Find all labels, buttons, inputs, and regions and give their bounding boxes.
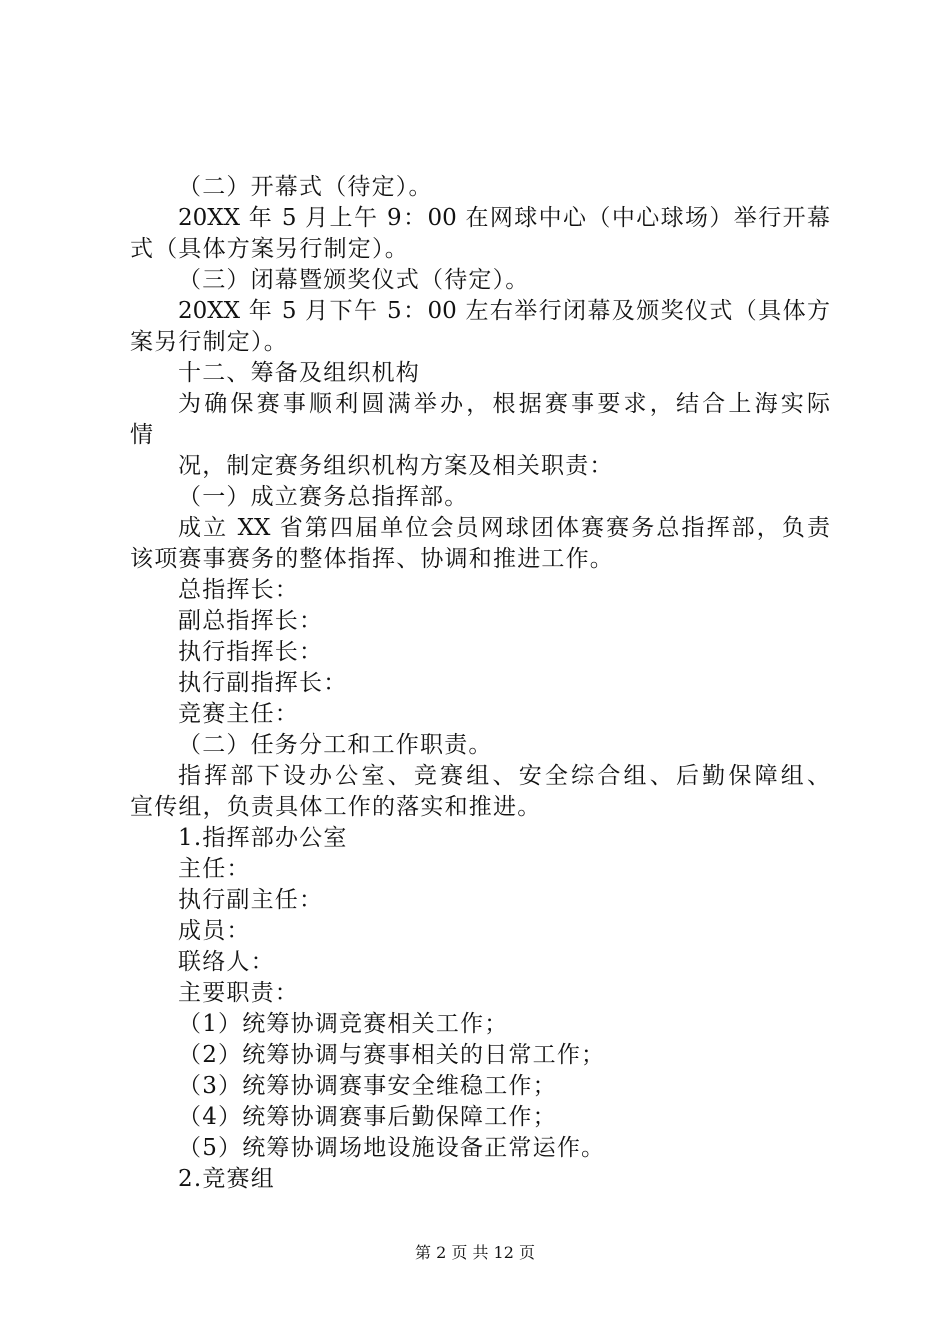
role-line: 副总指挥长：: [178, 608, 324, 634]
list-item: （3）统筹协调赛事安全维稳工作；: [178, 1073, 557, 1099]
role-line: 竞赛主任：: [178, 701, 299, 727]
role-line: 执行指挥长：: [178, 639, 324, 665]
role-line: 总指挥长：: [178, 577, 299, 603]
paragraph-line: 为确保赛事顺利圆满举办，根据赛事要求，结合上海实际: [178, 391, 830, 417]
role-line: 联络人：: [178, 949, 275, 975]
subsection-heading: （二）任务分工和工作职责。: [178, 732, 493, 758]
section-heading-opening: （二）开幕式（待定）。: [178, 174, 433, 200]
paragraph-line: 宣传组，负责具体工作的落实和推进。: [130, 794, 542, 820]
page-number-footer: 第 2 页 共 12 页: [415, 1243, 535, 1262]
list-item: （1）统筹协调竞赛相关工作；: [178, 1011, 509, 1037]
section-heading-organization: 十二、筹备及组织机构: [178, 360, 420, 386]
section-heading-closing: （三）闭幕暨颁奖仪式（待定）。: [178, 267, 530, 293]
role-line: 成员：: [178, 918, 251, 944]
paragraph-line: 况，制定赛务组织机构方案及相关职责：: [178, 453, 614, 479]
list-heading: 2.竞赛组: [178, 1166, 275, 1192]
paragraph-line: 成立 XX 省第四届单位会员网球团体赛赛务总指挥部，负责: [178, 515, 830, 541]
role-line: 主要职责：: [178, 980, 299, 1006]
subsection-heading: （一）成立赛务总指挥部。: [178, 484, 469, 510]
paragraph-line: 情: [130, 422, 155, 448]
document-body: [130, 172, 830, 1195]
paragraph-line: 指挥部下设办公室、竞赛组、安全综合组、后勤保障组、: [178, 763, 830, 789]
role-line: 执行副主任：: [178, 887, 324, 913]
role-line: 主任：: [178, 856, 251, 882]
role-line: 执行副指挥长：: [178, 670, 348, 696]
paragraph-line: 该项赛事赛务的整体指挥、协调和推进工作。: [130, 546, 614, 572]
list-item: （2）统筹协调与赛事相关的日常工作；: [178, 1042, 606, 1068]
paragraph-line: 式（具体方案另行制定）。: [130, 236, 409, 262]
list-heading: 1.指挥部办公室: [178, 825, 348, 851]
paragraph-line: 20XX 年 5 月上午 9：00 在网球中心（中心球场）举行开幕: [178, 205, 830, 231]
list-item: （5）统筹协调场地设施设备正常运作。: [178, 1135, 606, 1161]
paragraph-line: 20XX 年 5 月下午 5：00 左右举行闭幕及颁奖仪式（具体方: [178, 298, 830, 324]
paragraph-line: 案另行制定）。: [130, 329, 288, 355]
list-item: （4）统筹协调赛事后勤保障工作；: [178, 1104, 557, 1130]
